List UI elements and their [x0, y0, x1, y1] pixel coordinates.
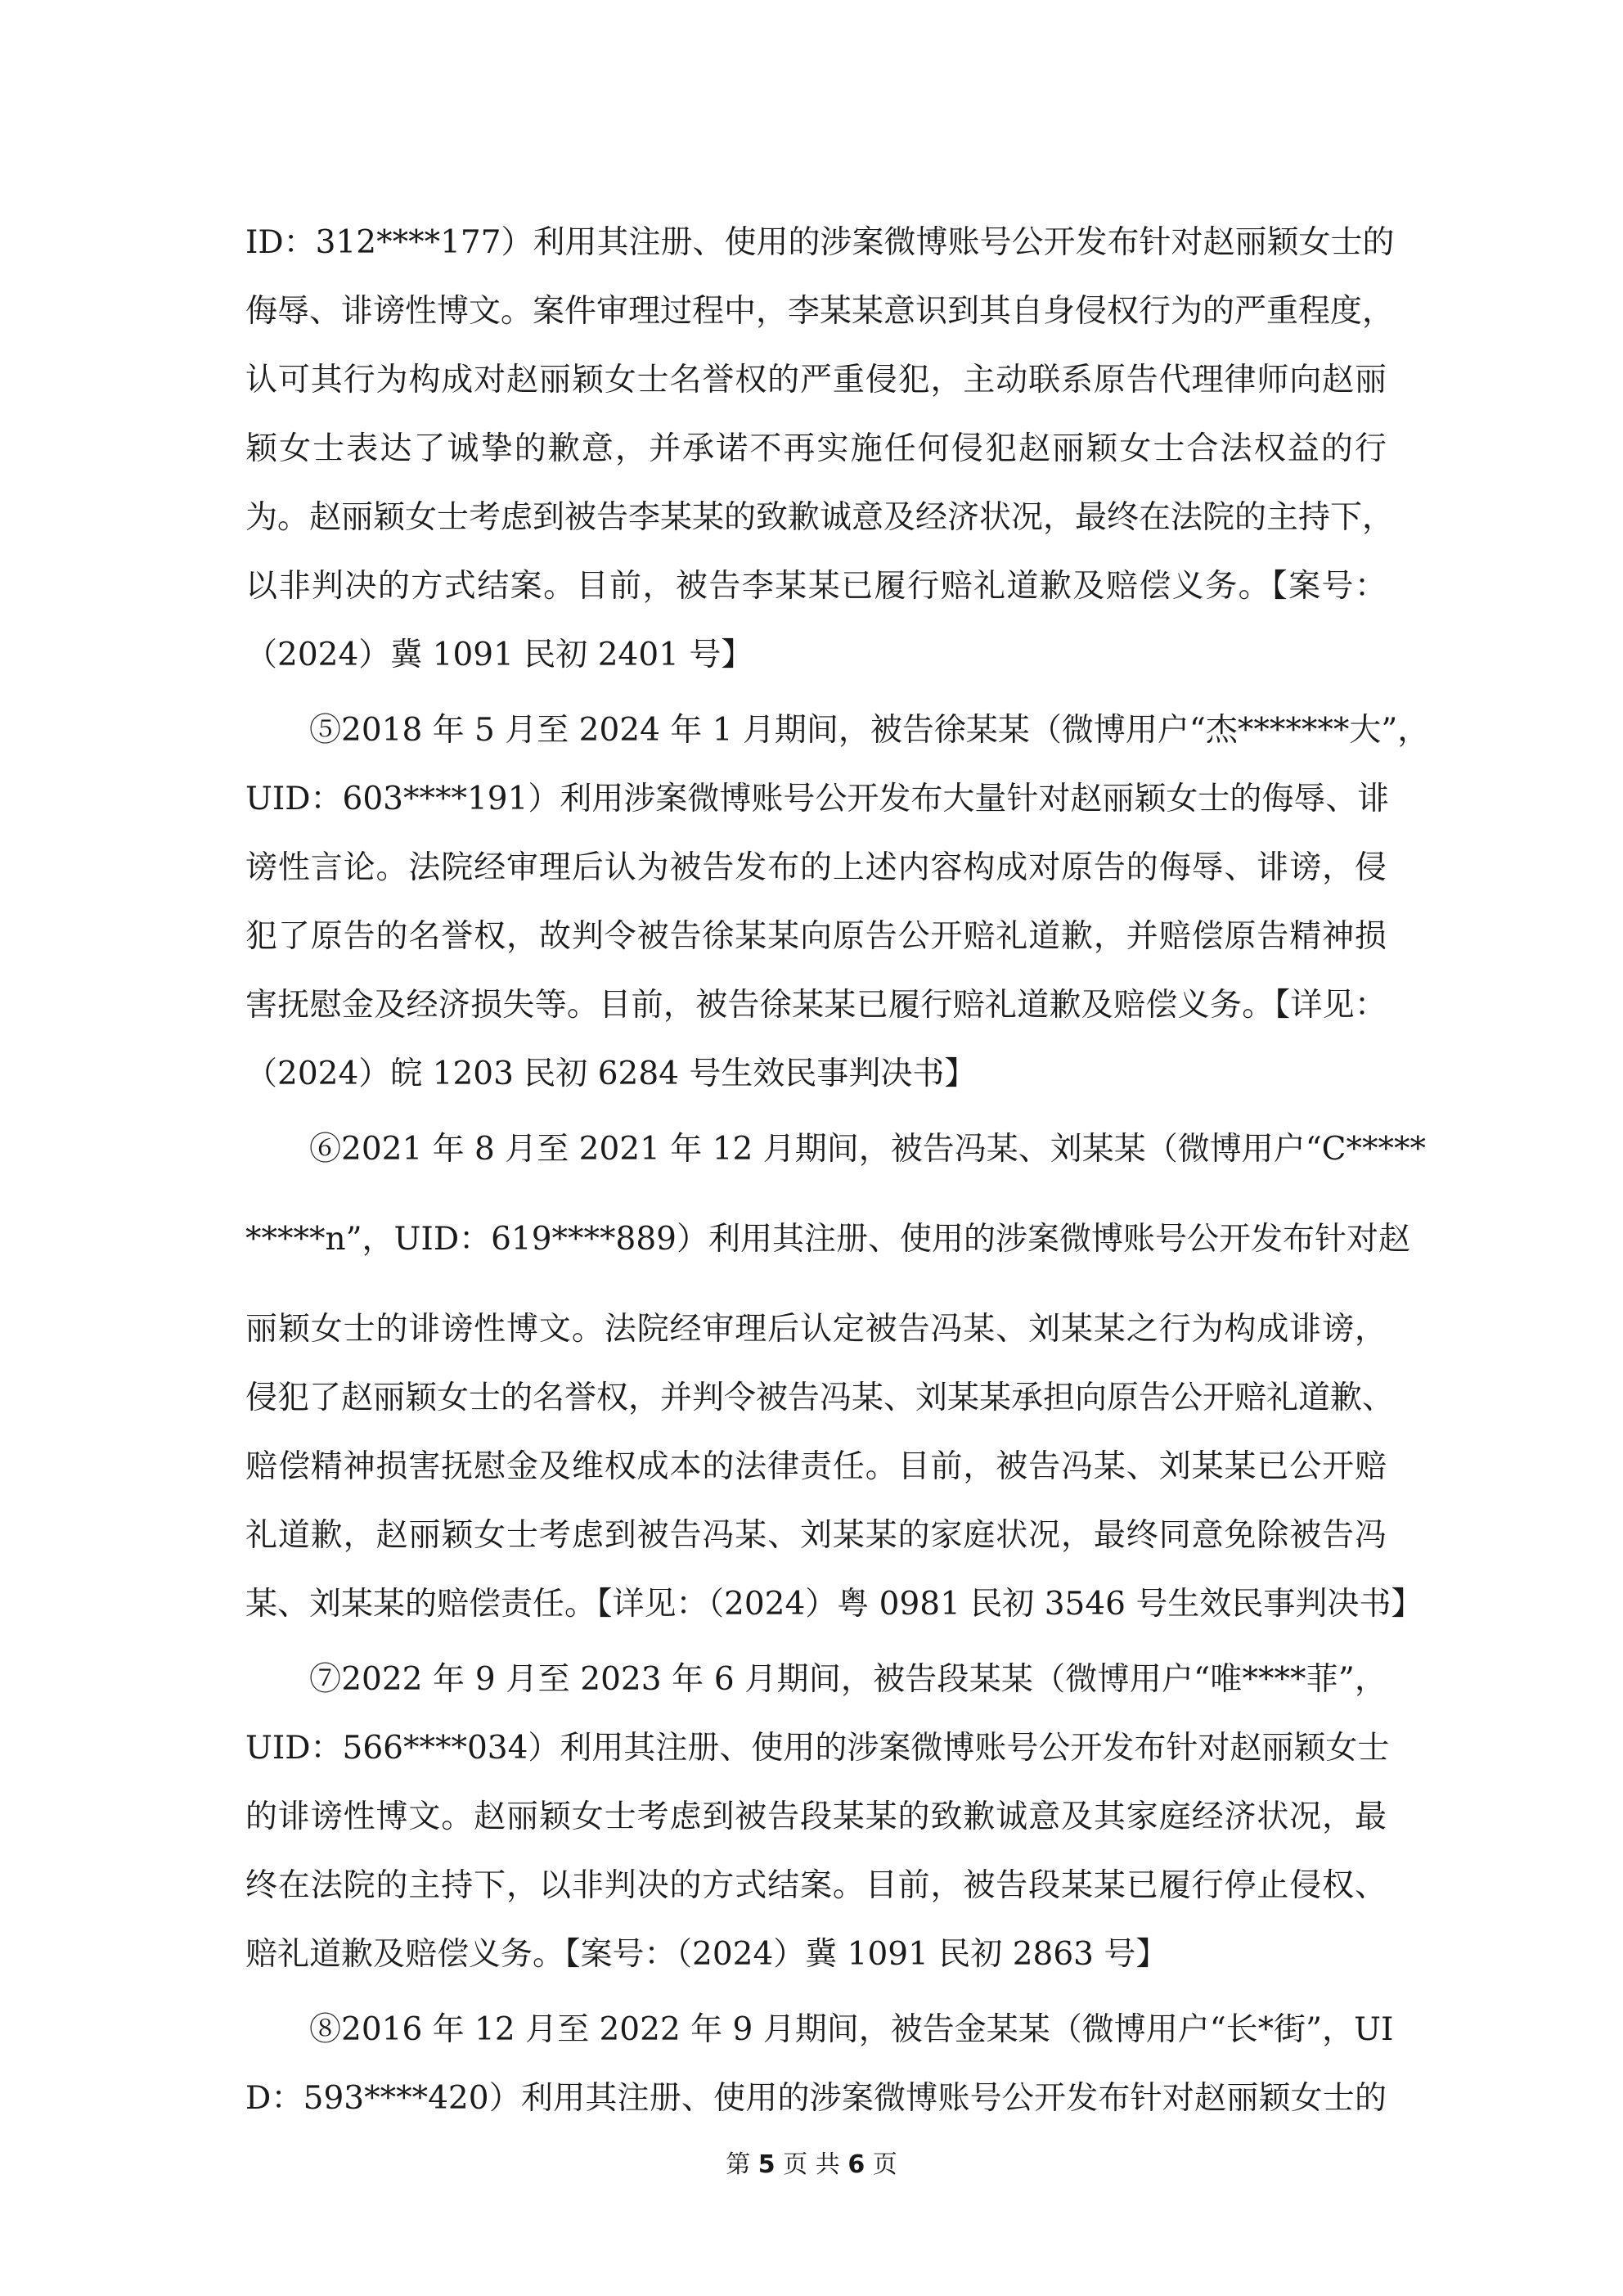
text-line: （2024）皖 1203 民初 6284 号生效民事判决书】: [245, 1056, 977, 1092]
text-line: 丽颖女士的诽谤性博文。法院经审理后认定被告冯某、刘某某之行为构成诽谤，: [245, 1311, 1387, 1348]
text-line: 赔偿精神损害抚慰金及维权成本的法律责任。目前，被告冯某、刘某某已公开赔: [245, 1448, 1387, 1485]
text-line: 的诽谤性博文。赵丽颖女士考虑到被告段某某的致歉诚意及其家庭经济状况，最: [245, 1799, 1387, 1835]
text-line: ⑧2016 年 12 月至 2022 年 9 月期间，被告金某某（微博用户“长*街”，UI: [309, 2011, 1394, 2048]
text-line: 害抚慰金及经济损失等。目前，被告徐某某已履行赔礼道歉及赔偿义务。【详见：: [245, 987, 1387, 1024]
text-line: 礼道歉，赵丽颖女士考虑到被告冯某、刘某某的家庭状况，最终同意免除被告冯: [245, 1517, 1387, 1554]
text-line: *****n”，UID：619****889）利用其注册、使用的涉案微博账号公开发布针对赵: [245, 1221, 1410, 1258]
text-line: 颖女士表达了诚挚的歉意，并承诺不再实施任何侵犯赵丽颖女士合法权益的行: [245, 430, 1387, 467]
text-line: 认可其行为构成对赵丽颖女士名誉权的严重侵犯，主动联系原告代理律师向赵丽: [245, 362, 1387, 398]
text-line: （2024）冀 1091 民初 2401 号】: [245, 637, 753, 673]
footer-prefix: 第: [726, 2150, 751, 2179]
text-line: ⑦2022 年 9 月至 2023 年 6 月期间，被告段某某（微博用户“唯****菲”，: [309, 1661, 1387, 1698]
text-line: 赔礼道歉及赔偿义务。【案号：（2024）冀 1091 民初 2863 号】: [245, 1936, 1168, 1973]
text-line: 以非判决的方式结案。目前，被告李某某已履行赔礼道歉及赔偿义务。【案号：: [245, 568, 1387, 605]
paragraph-5: [245, 696, 1430, 1109]
paragraph-8: [245, 1996, 1394, 2133]
paragraph-4-continued: [245, 209, 1395, 690]
footer-middle: 页 共: [783, 2150, 840, 2179]
text-line: 为。赵丽颖女士考虑到被告李某某的致歉诚意及经济状况，最终在法院的主持下，: [245, 499, 1395, 536]
paragraph-7: [245, 1645, 1390, 1989]
text-line: UID：603****191）利用涉案微博账号公开发布大量针对赵丽颖女士的侮辱、诽: [245, 781, 1390, 817]
text-line: D：593****420）利用其注册、使用的涉案微博账号公开发布针对赵丽颖女士的: [245, 2080, 1387, 2117]
text-line: 某、刘某某的赔偿责任。【详见：（2024）粤 0981 民初 3546 号生效民事判决书】: [245, 1586, 1423, 1623]
text-line: 犯了原告的名誉权，故判令被告徐某某向原告公开赔礼道歉，并赔偿原告精神损: [245, 918, 1387, 955]
paragraph-6: [245, 1115, 1427, 1639]
current-page-number: 5: [758, 2150, 776, 2179]
text-line: UID：566****034）利用其注册、使用的涉案微博账号公开发布针对赵丽颖女士: [245, 1730, 1390, 1767]
page-footer: [0, 2144, 1623, 2180]
text-line: 终在法院的主持下，以非判决的方式结案。目前，被告段某某已履行停止侵权、: [245, 1867, 1387, 1904]
total-page-number: 6: [847, 2150, 865, 2179]
text-line: ⑥2021 年 8 月至 2021 年 12 月期间，被告冯某、刘某某（微博用户“C*****: [309, 1131, 1427, 1168]
text-line: 侮辱、诽谤性博文。案件审理过程中，李某某意识到其自身侵权行为的严重程度，: [245, 293, 1395, 330]
footer-suffix: 页: [872, 2150, 897, 2179]
text-line: ⑤2018 年 5 月至 2024 年 1 月期间，被告徐某某（微博用户“杰*******大”，: [309, 712, 1430, 749]
text-line: ID：312****177）利用其注册、使用的涉案微博账号公开发布针对赵丽颖女士的: [245, 224, 1395, 261]
text-line: 谤性言论。法院经审理后认为被告发布的上述内容构成对原告的侮辱、诽谤，侵: [245, 849, 1387, 886]
document-body: [245, 209, 1430, 2140]
text-line: 侵犯了赵丽颖女士的名誉权，并判令被告冯某、刘某某承担向原告公开赔礼道歉、: [245, 1380, 1395, 1416]
